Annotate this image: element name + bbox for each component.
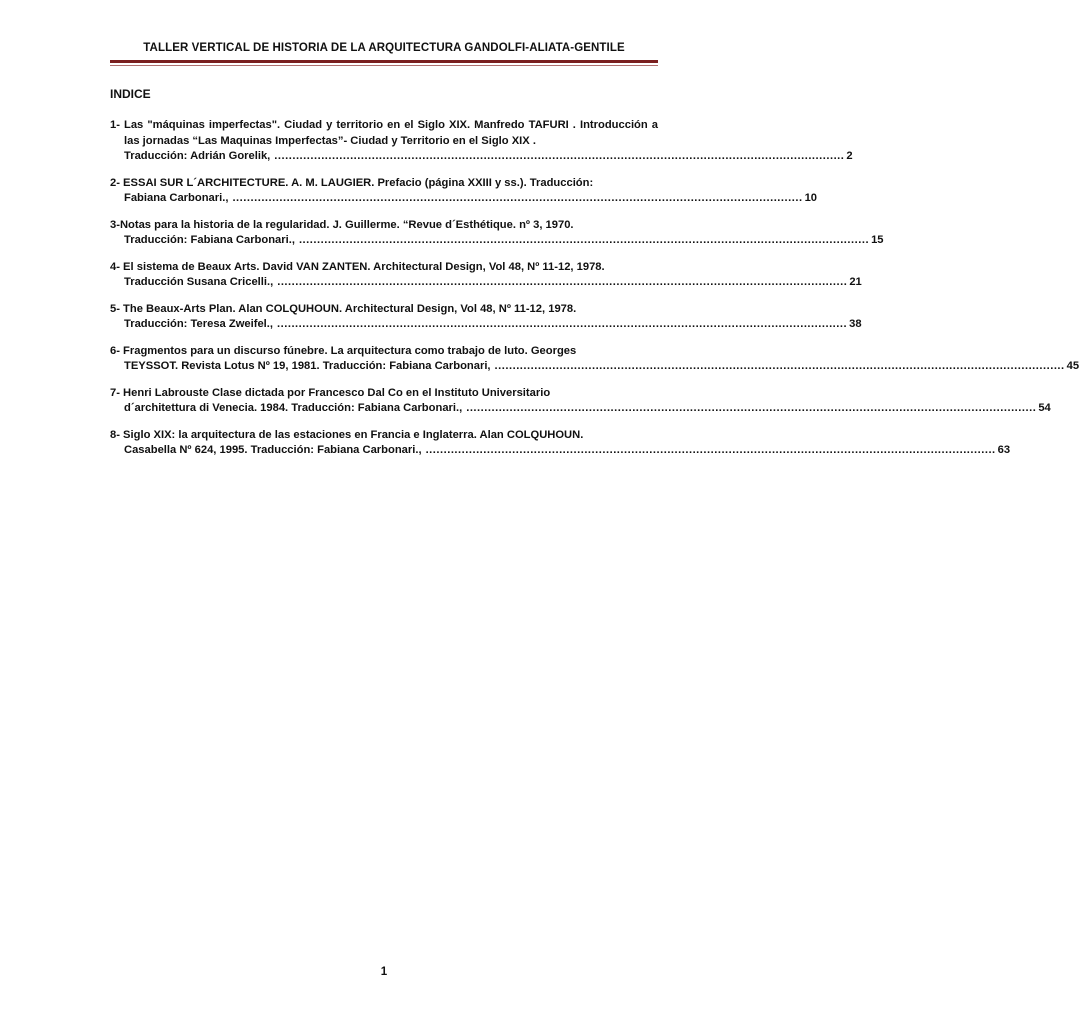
toc-entry-text: Fabiana Carbonari., <box>124 192 229 204</box>
toc-entry <box>110 344 1079 375</box>
toc-page-number: 45 <box>1066 360 1079 372</box>
page-number: 1 <box>380 966 388 978</box>
table-of-contents <box>110 118 1079 470</box>
toc-entry-text: Traducción: Fabiana Carbonari., <box>124 234 295 246</box>
toc-entry-text: d´architettura di Venecia. 1984. Traducción: Fabiana Carbonari., <box>124 402 463 414</box>
header-rule-thick <box>110 60 658 63</box>
toc-entry-text: Casabella Nº 624, 1995. Traducción: Fabiana Carbonari., <box>124 444 422 456</box>
toc-entry-last-line <box>124 191 818 207</box>
toc-page-number: 15 <box>871 234 884 246</box>
toc-entry-text: 7- Henri Labrouste Clase dictada por Francesco Dal Co en el Instituto Universitario <box>110 386 551 399</box>
dot-leader: .............................................................................................................................................................. <box>298 234 870 246</box>
toc-entry-last-line <box>124 359 1079 375</box>
dot-leader: .............................................................................................................................................................. <box>494 360 1065 372</box>
toc-entry-text: Traducción Susana Cricelli., <box>124 276 274 288</box>
index-heading: INDICE <box>110 87 151 101</box>
toc-entry <box>110 302 862 333</box>
toc-entry <box>110 218 884 249</box>
toc-entry-last-line <box>124 401 1051 417</box>
toc-entry-text: Traducción: Adrián Gorelik, <box>124 150 271 162</box>
dot-leader: .............................................................................................................................................................. <box>232 192 803 204</box>
toc-page-number: 63 <box>997 444 1011 456</box>
toc-entry-text: 5- The Beaux-Arts Plan. Alan COLQUHOUN. Architectural Design, Vol 48, Nº 11-12, 1978. <box>110 302 577 315</box>
running-header: TALLER VERTICAL DE HISTORIA DE LA ARQUITECTURA GANDOLFI-ALIATA-GENTILE <box>143 42 625 54</box>
toc-page-number: 38 <box>849 318 862 330</box>
toc-entry-text: 2- ESSAI SUR L´ARCHITECTURE. A. M. LAUGIER. Prefacio (página XXIII y ss.). Traducción: <box>110 176 594 189</box>
toc-entry-last-line <box>124 443 1011 459</box>
toc-entry <box>110 118 853 165</box>
toc-entry-text: 1- Las "máquinas imperfectas". Ciudad y territorio en el Siglo XIX. Manfredo TAFURI . <box>110 119 576 131</box>
toc-entry-last-line <box>124 233 884 249</box>
dot-leader: .............................................................................................................................................................. <box>277 276 848 288</box>
dot-leader: .............................................................................................................................................................. <box>425 444 996 456</box>
toc-entry-last-line <box>124 317 862 333</box>
dot-leader: .............................................................................................................................................................. <box>274 150 845 162</box>
toc-entry-text: 6- Fragmentos para un discurso fúnebre. La arquitectura como trabajo de luto. Georges <box>110 344 577 357</box>
toc-entry-last-line <box>124 275 862 291</box>
toc-entry-text: Traducción: Teresa Zweifel., <box>124 318 274 330</box>
toc-page-number: 21 <box>849 276 862 288</box>
toc-entry-text: 4- El sistema de Beaux Arts. David VAN ZANTEN. Architectural Design, Vol 48, Nº 11-12, 1978. <box>110 260 605 273</box>
toc-page-number: 10 <box>804 192 818 204</box>
toc-entry <box>110 176 818 207</box>
toc-entry <box>110 428 1011 459</box>
dot-leader: .............................................................................................................................................................. <box>277 318 848 330</box>
toc-entry-text: 8- Siglo XIX: la arquitectura de las estaciones en Francia e Inglaterra. Alan COLQUHOUN. <box>110 428 584 441</box>
dot-leader: .............................................................................................................................................................. <box>466 402 1037 414</box>
toc-entry-last-line <box>124 149 853 165</box>
toc-entry-text: 3-Notas para la historia de la regularidad. J. Guillerme. “Revue d´Esthétique. nº 3, 1970. <box>110 218 574 231</box>
toc-entry <box>110 260 862 291</box>
toc-page-number: 2 <box>846 150 853 162</box>
toc-entry <box>110 386 1051 417</box>
toc-page-number: 54 <box>1038 402 1051 414</box>
toc-entry-text: TEYSSOT. Revista Lotus Nº 19, 1981. Traducción: Fabiana Carbonari, <box>124 360 491 372</box>
toc-entry-text: Introducción a las jornadas “Las Maquinas Imperfectas”- Ciudad y Territorio en el Siglo XIX . <box>124 119 659 147</box>
header-rule-thin <box>110 65 658 66</box>
